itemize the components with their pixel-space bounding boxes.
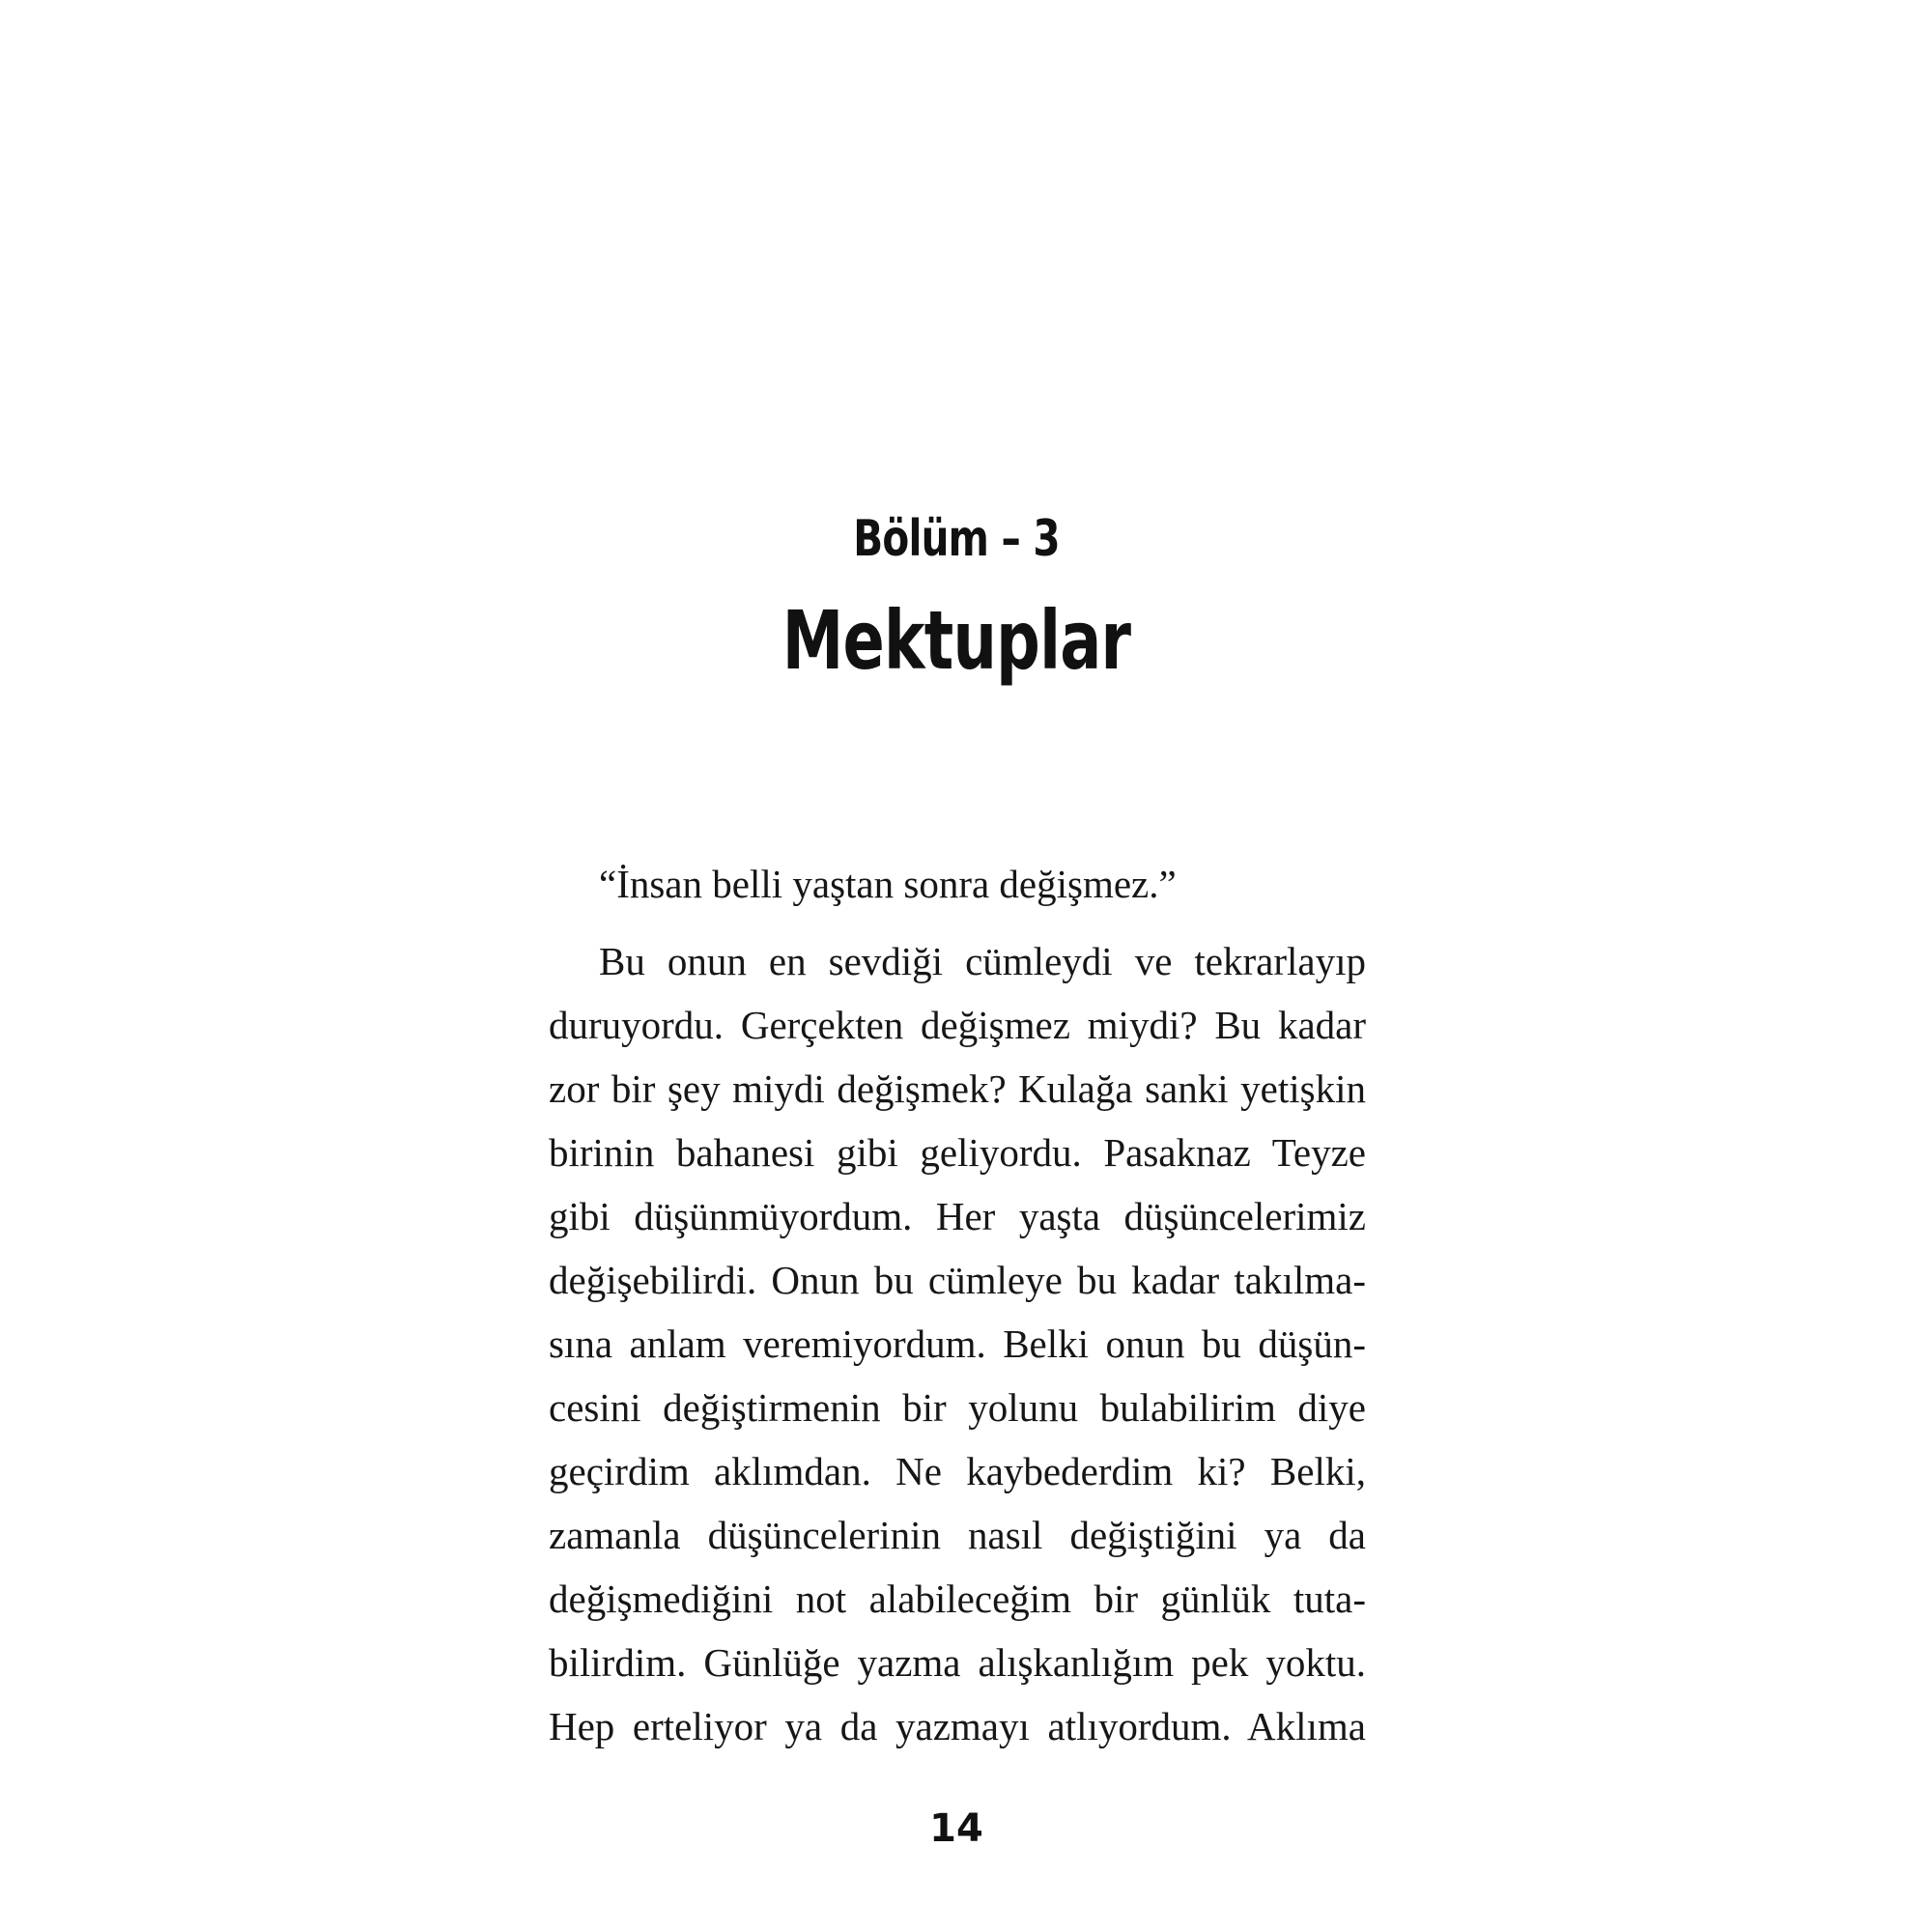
paragraph-line: değişmediğini not alabileceğim bir günlük tuta- bbox=[549, 1577, 1366, 1621]
paragraph-line: bilirdim. Günlüğe yazma alışkanlığım pek yoktu. bbox=[549, 1640, 1366, 1685]
body-text bbox=[549, 852, 1366, 1758]
paragraph-line: gibi düşünmüyordum. Her yaşta düşüncelerimiz bbox=[549, 1194, 1366, 1238]
paragraph-line: duruyordu. Gerçekten değişmez miydi? Bu kadar bbox=[549, 1003, 1366, 1047]
paragraph-line: zor bir şey miydi değişmek? Kulağa sanki yetişkin bbox=[549, 1066, 1366, 1111]
paragraph-line: birinin bahanesi gibi geliyordu. Pasaknaz Teyze bbox=[549, 1130, 1366, 1175]
paragraph-line: Hep erteliyor ya da yazmayı atlıyordum. Aklıma bbox=[549, 1704, 1366, 1748]
chapter-label: Bölüm – 3 bbox=[853, 510, 1060, 568]
page-number: 14 bbox=[929, 1806, 983, 1851]
chapter-title: Mektuplar bbox=[781, 593, 1131, 688]
paragraph-gap bbox=[549, 916, 1366, 929]
paragraph-line: değişebilirdi. Onun bu cümleye bu kadar takılma- bbox=[549, 1258, 1366, 1302]
paragraph-line: Bu onun en sevdiği cümleydi ve tekrarlayıp bbox=[599, 939, 1366, 983]
paragraph-line: sına anlam veremiyordum. Belki onun bu düşün- bbox=[549, 1321, 1366, 1366]
paragraph-line: zamanla düşüncelerinin nasıl değiştiğini ya da bbox=[549, 1513, 1366, 1557]
paragraph-line: geçirdim aklımdan. Ne kaybederdim ki? Belki, bbox=[549, 1449, 1366, 1493]
paragraph-line: cesini değiştirmenin bir yolunu bulabilirim diye bbox=[549, 1385, 1366, 1430]
quote-line: “İnsan belli yaştan sonra değişmez.” bbox=[599, 862, 1177, 906]
